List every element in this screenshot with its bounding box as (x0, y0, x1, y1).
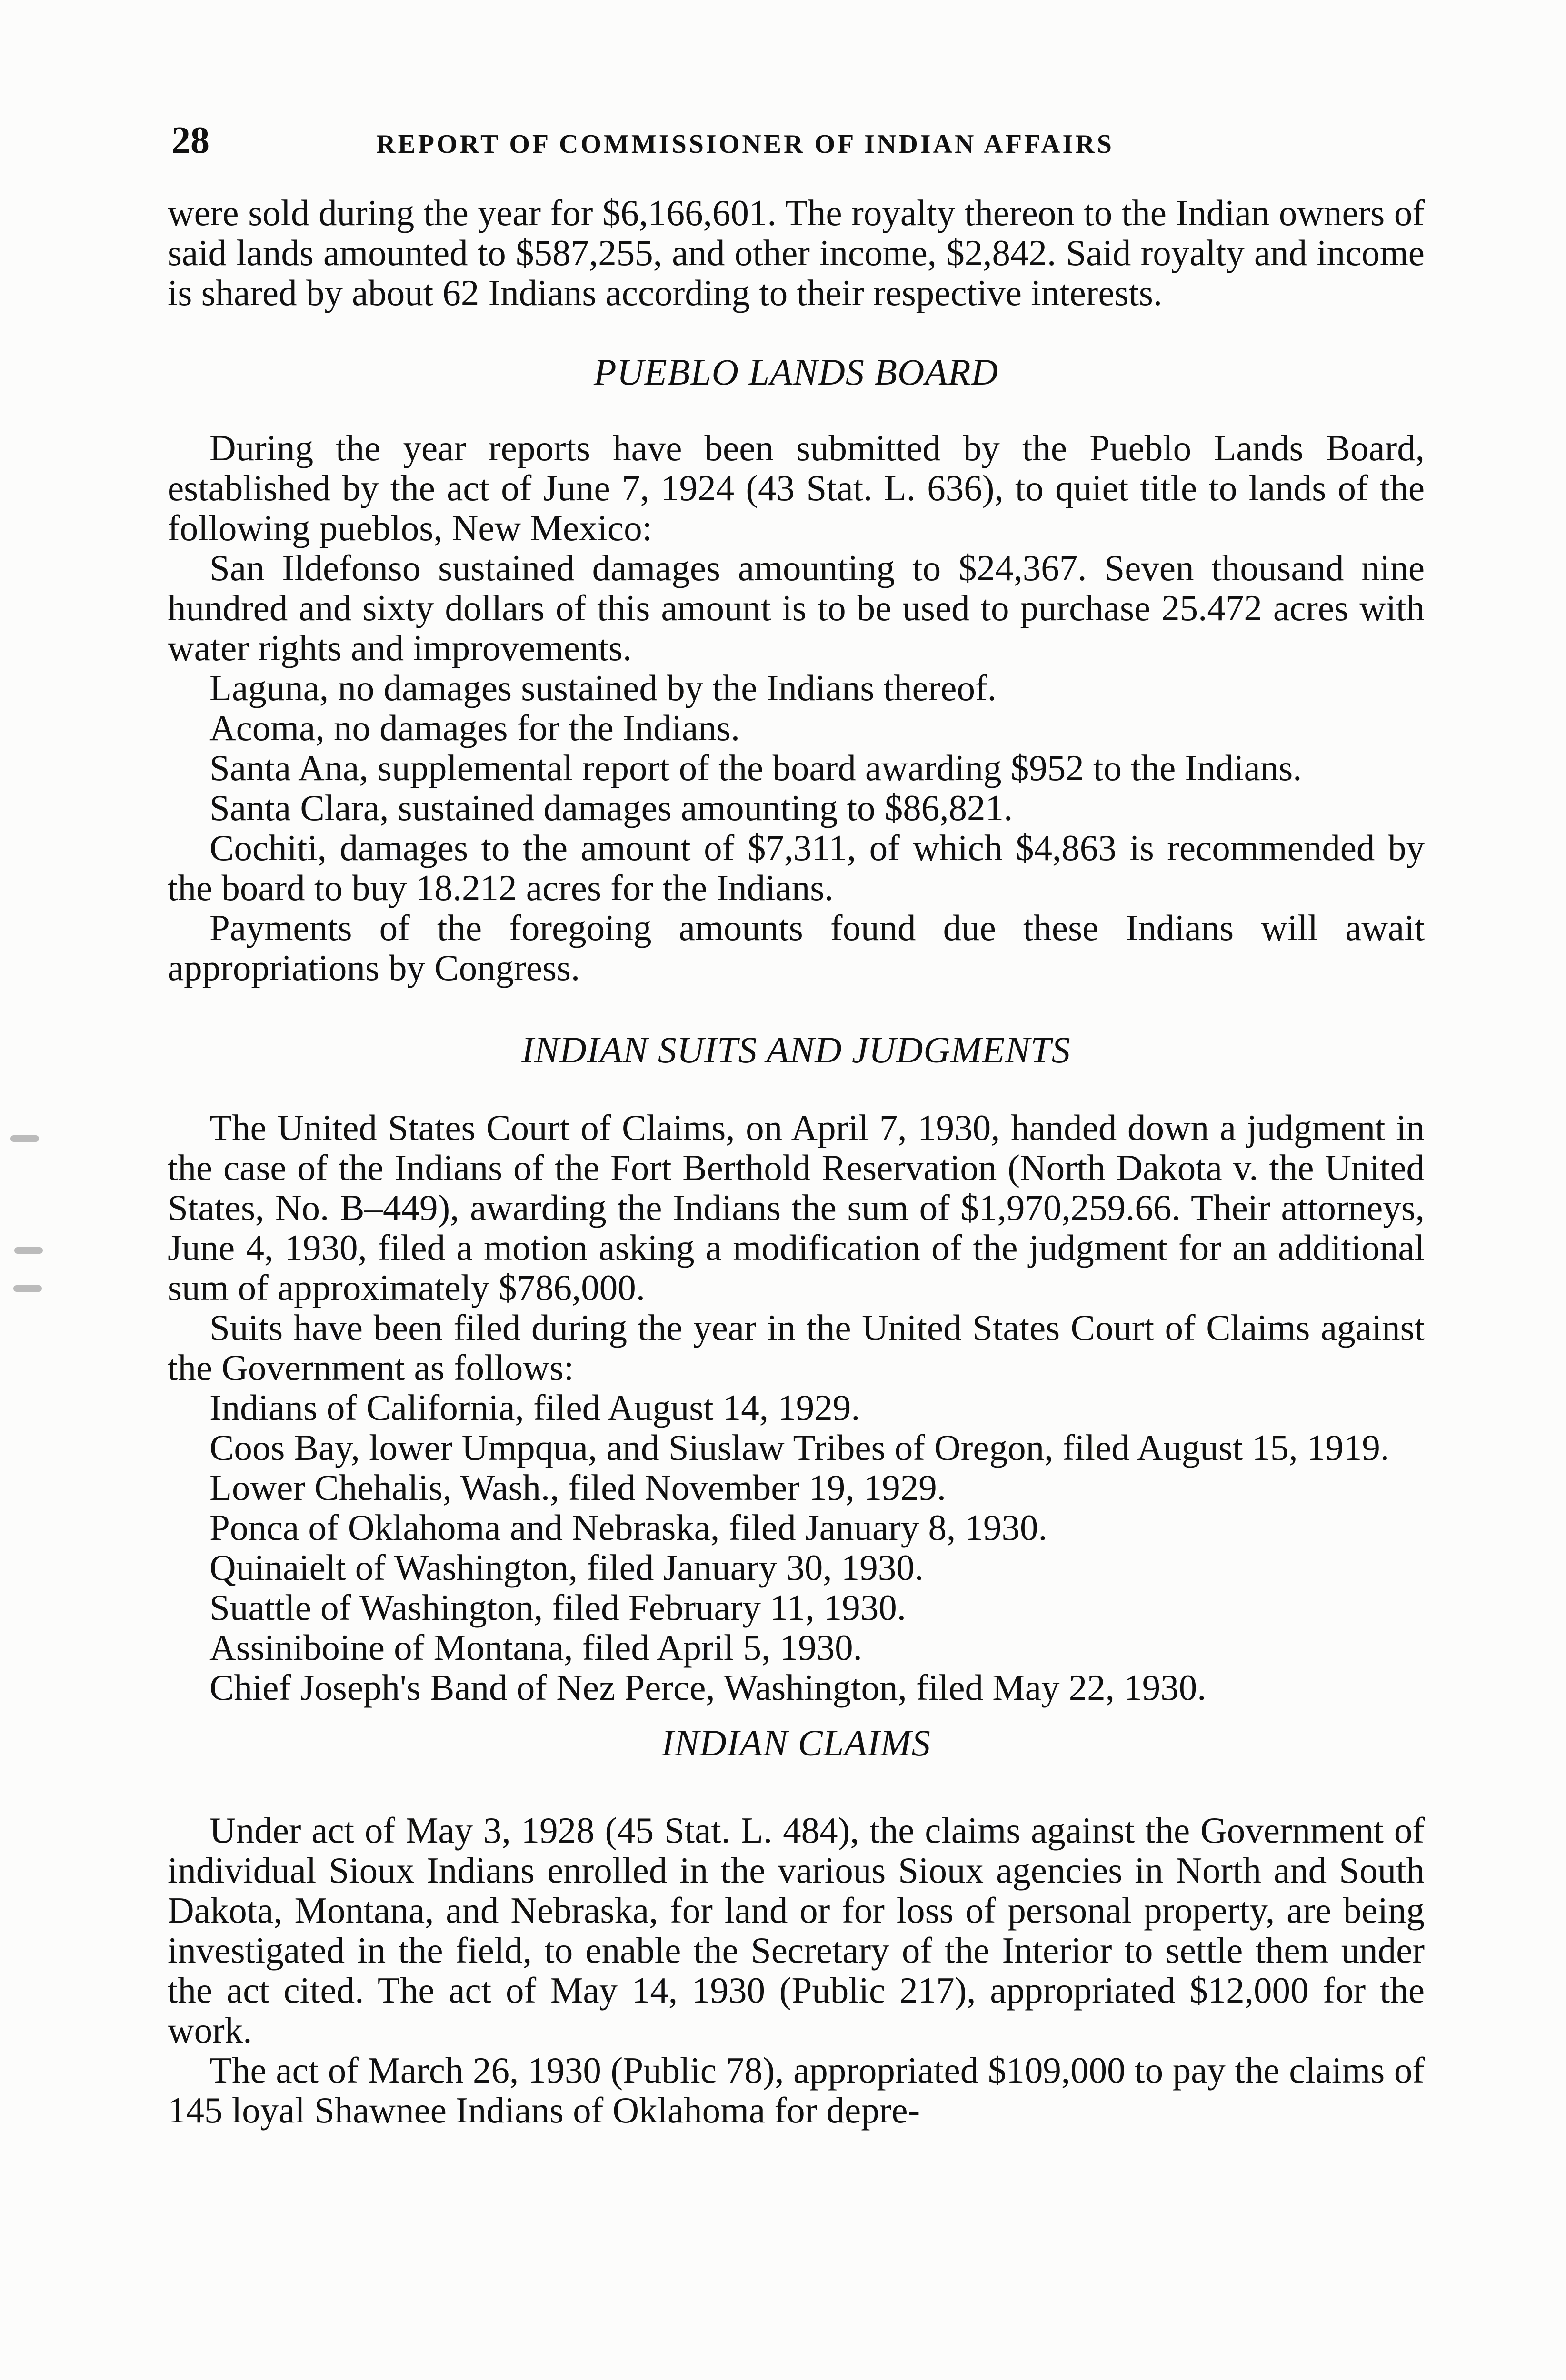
list-item: Ponca of Oklahoma and Nebraska, filed January 8, 1930. (209, 1507, 1047, 1548)
paragraph-continued: were sold during the year for $6,166,601. The royalty thereon to the Indian owners of said lands amounted to $587,255, and other income, $2,842. Said royalty and income is shared by about 62 Indians according to their respective interests. (168, 192, 1425, 313)
running-title: REPORT OF COMMISSIONER OF INDIAN AFFAIRS (376, 129, 1114, 159)
paragraph: Santa Ana, supplemental report of the board awarding $952 to the Indians. (209, 747, 1302, 788)
list-item: Suattle of Washington, filed February 11, 1930. (209, 1587, 906, 1628)
paragraph: Payments of the foregoing amounts found due these Indians will await appropriations by Congress. (168, 907, 1425, 988)
paragraph: Under act of May 3, 1928 (45 Stat. L. 484), the claims against the Government of individual Sioux Indians enrolled in the various Sioux agencies in North and South Dakota, Montana, and Nebraska, for land or for loss of personal property, are being investigated in the field, to enable the Secretary of the Interior to settle them under the act cited. The act of May 14, 1930 (Public 217), appropriated $12,000 for the work. (168, 1810, 1425, 2051)
paragraph: Suits have been filed during the year in the United States Court of Claims against the Government as follows: (168, 1307, 1425, 1388)
paragraph: The United States Court of Claims, on April 7, 1930, handed down a judgment in the case of the Indians of the Fort Berthold Reservation (North Dakota v. the United States, No. B–449), awarding the Indians the sum of $1,970,259.66. Their attorneys, June 4, 1930, filed a motion asking a modification of the judgment for an additional sum of approximately $786,000. (168, 1107, 1425, 1308)
list-item: Indians of California, filed August 14, 1929. (209, 1387, 860, 1428)
list-item: Quinaielt of Washington, filed January 30, 1930. (209, 1547, 924, 1588)
paragraph: Cochiti, damages to the amount of $7,311, of which $4,863 is recommended by the board to buy 18.212 acres for the Indians. (168, 827, 1425, 908)
scan-smudge (13, 1285, 42, 1292)
scan-smudge (10, 1135, 39, 1142)
page-number: 28 (171, 119, 209, 161)
paragraph: Acoma, no damages for the Indians. (209, 707, 740, 748)
section-heading-indian-claims: INDIAN CLAIMS (661, 1722, 931, 1764)
section-heading-pueblo-lands-board: PUEBLO LANDS BOARD (594, 351, 998, 393)
list-item: Lower Chehalis, Wash., filed November 19, 1929. (209, 1467, 947, 1508)
list-item: Coos Bay, lower Umpqua, and Siuslaw Tribes of Oregon, filed August 15, 1919. (209, 1427, 1390, 1468)
scan-smudge (14, 1247, 43, 1254)
paragraph: During the year reports have been submitted by the Pueblo Lands Board, established by the act of June 7, 1924 (43 Stat. L. 636), to quiet title to lands of the following pueblos, New Mexico: (168, 427, 1425, 548)
paragraph: Laguna, no damages sustained by the Indians thereof. (209, 667, 997, 708)
list-item: Chief Joseph's Band of Nez Perce, Washington, filed May 22, 1930. (209, 1667, 1207, 1708)
paragraph: Santa Clara, sustained damages amounting to $86,821. (209, 787, 1013, 828)
paragraph: The act of March 26, 1930 (Public 78), appropriated $109,000 to pay the claims of 145 loyal Shawnee Indians of Oklahoma for depre- (168, 2050, 1425, 2131)
paragraph: San Ildefonso sustained damages amounting to $24,367. Seven thousand nine hundred and sixty dollars of this amount is to be used to purchase 25.472 acres with water rights and improvements. (168, 547, 1425, 668)
section-heading-indian-suits-and-judgments: INDIAN SUITS AND JUDGMENTS (521, 1029, 1071, 1071)
page-body (168, 193, 1425, 2130)
list-item: Assiniboine of Montana, filed April 5, 1930. (209, 1627, 862, 1668)
running-header (171, 117, 1428, 169)
